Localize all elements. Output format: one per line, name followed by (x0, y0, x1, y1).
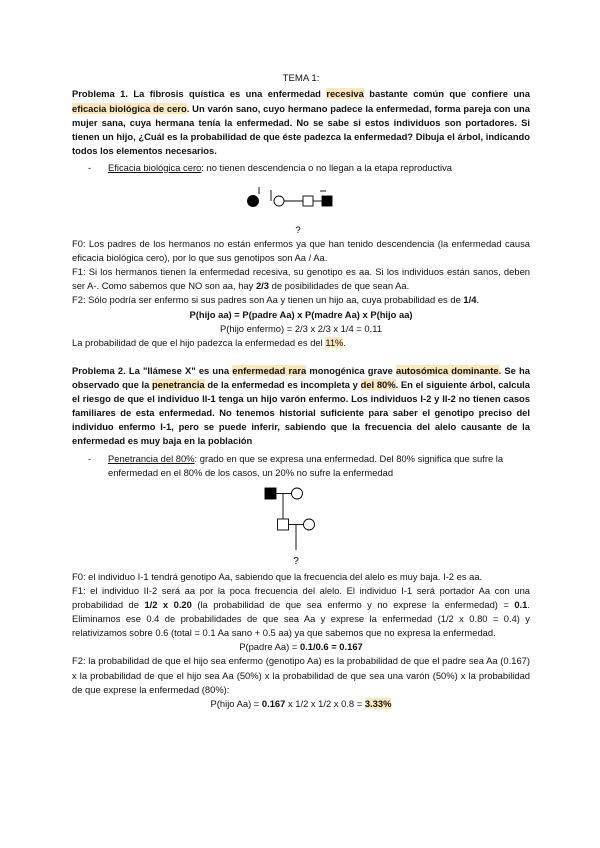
p2-final-result: P(hijo Aa) = 0.167 x 1/2 x 1/2 x 0.8 = 3.33% (210, 697, 392, 709)
highlight-autosomica: autosómica dominante (395, 364, 499, 376)
problem-2-label: Problema 2. (72, 364, 126, 376)
p1-formula: P(hijo aa) = P(padre Aa) x P(madre Aa) x P(hijo aa) (189, 308, 413, 320)
p1-calculation: P(hijo enfermo) = 2/3 x 2/3 x 1/4 = 0.11 (220, 322, 382, 334)
problem-2-statement: Problema 2. La "llámese X" es una enfermedad rara monogénica grave autosómica dominante. Se ha observado que la penetrancia de la enfermedad es incompleta y del 80%. En el siguiente árbol, calcula el riesgo de que el individuo II-1 tenga un hijo varón enfermo. Los individuos I-2 y II-2 no tienen casos familiares de esta enfermedad. No tenemos historial suficiente para saber el genotipo preciso del individuo enfermo I-1, pero se puede inferir, sabiendo que la frecuencia del alelo causante de la enfermedad es muy baja en la población (72, 364, 530, 447)
document-page (72, 72, 530, 711)
definition-term: Eficacia biológica cero (108, 161, 202, 173)
p2-f2: F2: la probabilidad de que el hijo sea enfermo (genotipo Aa) es la probabilidad de que el padre sea Aa (0.167) x la probabilidad de que el hijo sea Aa (50%) x la probabilidad de que sea una varón (50%) x la probabilidad de que exprese la enfermedad (80%): (72, 655, 530, 695)
p1-f1: F1: Si los hermanos tienen la enfermedad recesiva, su genotipo es aa. Si los individuos están sanos, deben ser A-. Como sabemos que NO son aa, hay 2/3 de posibilidades de que sean Aa. (72, 266, 530, 292)
highlight-enfermedad-rara: enfermedad rara (232, 364, 307, 376)
p1-f0: F0: Los padres de los hermanos no están enfermos ya que han tenido descendencia (la enfermedad causa eficacia biológica cero), por lo que sus genotipos son Aa / Aa. (72, 238, 530, 264)
healthy-female-II2-symbol (304, 519, 315, 530)
page-title: TEMA 1: (282, 73, 320, 84)
definition-bullet-1: - Eficacia biológica cero: no tienen descendencia o no llegan a la etapa reproductiva (88, 161, 452, 173)
affected-male-I1-symbol (265, 488, 276, 499)
highlight-80: del 80% (360, 379, 396, 391)
pedigree-diagram-1 (246, 181, 356, 237)
unknown-offspring-mark: ? (293, 555, 299, 567)
healthy-female-symbol (274, 196, 284, 206)
p1-conclusion: La probabilidad de que el hijo padezca la enfermedad es del 11%. (72, 336, 346, 348)
healthy-male-II1-symbol (278, 519, 289, 530)
healthy-female-I2-symbol (292, 488, 303, 499)
highlight-recesiva: recesiva (326, 88, 364, 100)
p2-f0: F0: el individuo I-1 tendrá genotipo Aa, sabiendo que la frecuencia del alelo es muy baja. I-2 es aa. (72, 570, 483, 582)
definition-term: Penetrancia del 80% (108, 452, 195, 464)
highlight-eficacia: eficacia biológica de cero (72, 102, 187, 114)
affected-male-symbol (322, 196, 332, 206)
pedigree-diagram-2 (261, 484, 341, 570)
affected-female-symbol (248, 196, 259, 207)
highlight-penetrancia: penetrancia (152, 379, 205, 391)
p2-padre-probability: P(padre Aa) = 0.1/0.6 = 0.167 (239, 641, 363, 653)
problem-1-statement: Problema 1. La fibrosis quística es una enfermedad recesiva bastante común que confiere una eficacia biológica de cero. Un varón sano, cuyo hermano padece la enfermedad, forma pareja con una mujer sana, cuya hermana tenía la enfermedad. No se sabe si estos individuos son portadores. Si tienen un hijo, ¿Cuál es la probabilidad de que éste padezca la enfermedad? Dibuja el árbol, indicando todos los elementos necesarios. (72, 88, 530, 156)
p2-f1: F1: el individuo II-2 será aa por la poca frecuencia del alelo. El individuo I-1 será portador Aa con una probabilidad de 1/2 x 0.20 (la probabilidad de que sea enfermo y no exprese la enfermedad) = 0.1. Eliminamos ese 0.4 de probabilidades de que sea Aa y exprese la enfermedad (1/2 x 0.80 = 0.4) y relativizamos sobre 0.6 (total = 0.1 Aa sano + 0.5 aa) ya que sabemos que no expresa la enfermedad. (72, 584, 530, 639)
highlight-11: 11% (325, 336, 344, 348)
healthy-male-symbol (303, 196, 313, 206)
unknown-offspring-mark: ? (295, 225, 301, 237)
p1-f2: F2: Sólo podría ser enfermo si sus padres son Aa y tienen un hijo aa, cuya probabilidad es de 1/4. (72, 294, 480, 306)
definition-bullet-2: - Penetrancia del 80%: grado en que se expresa una enfermedad. Del 80% significa que sufre la enfermedad en el 80% de los casos, un 20% no sufre la enfermedad (88, 452, 504, 478)
problem-1-label: Problema 1. (72, 88, 128, 100)
highlight-result: 3.33% (364, 697, 392, 709)
